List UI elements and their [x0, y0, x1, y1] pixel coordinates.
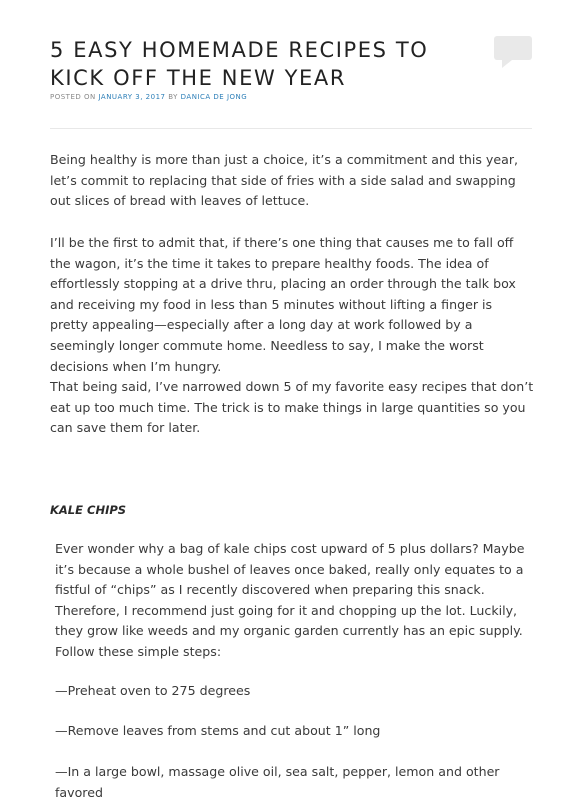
recipe-step: —Remove leaves from stems and cut about 1” long — [55, 723, 381, 738]
post-meta — [50, 93, 247, 101]
header-divider — [50, 128, 532, 129]
post-date-link[interactable]: JANUARY 3, 2017 — [98, 93, 166, 101]
kale-intro-paragraph: Ever wonder why a bag of kale chips cost upward of 5 plus dollars? Maybe it’s because a whole bushel of leaves once baked, really only equates to a fistful of “chips” as I recently discovered when preparing this snack. Therefore, I recommend just going for it and chopping up the lot. Luckily, they grow like weeds and my organic garden currently has an epic supply. Follow these simple steps: — [55, 541, 525, 659]
kale-chips-heading: KALE CHIPS — [50, 503, 127, 517]
post-title: 5 EASY HOMEMADE RECIPES TO KICK OFF THE NEW YEAR — [50, 38, 429, 90]
recipe-step: —In a large bowl, massage olive oil, sea salt, pepper, lemon and other favored — [55, 764, 500, 800]
body-paragraph: That being said, I’ve narrowed down 5 of my favorite easy recipes that don’t eat up too much time. The trick is to make things in large quantities so you can save them for later. — [50, 379, 534, 436]
body-paragraph: I’ll be the first to admit that, if there’s one thing that causes me to fall off the wagon, it’s the time it takes to prepare healthy foods. The idea of effortlessly stopping at a drive thru, placing an order through the talk box and receiving my food in less than 5 minutes without lifting a finger is pretty appealing—especially after a long day at work followed by a seemingly longer commute home. Needless to say, I make the worst decisions when I’m hungry. — [50, 235, 516, 374]
recipe-step: —Preheat oven to 275 degrees — [55, 683, 251, 698]
by-label: BY — [168, 93, 178, 101]
comment-bubble-icon[interactable] — [494, 36, 532, 60]
posted-on-label: POSTED ON — [50, 93, 96, 101]
intro-paragraph: Being healthy is more than just a choice, it’s a commitment and this year, let’s commit to replacing that side of fries with a side salad and swapping out slices of bread with leaves of lettuce. — [50, 152, 519, 209]
author-link[interactable]: DANICA DE JONG — [180, 93, 248, 101]
